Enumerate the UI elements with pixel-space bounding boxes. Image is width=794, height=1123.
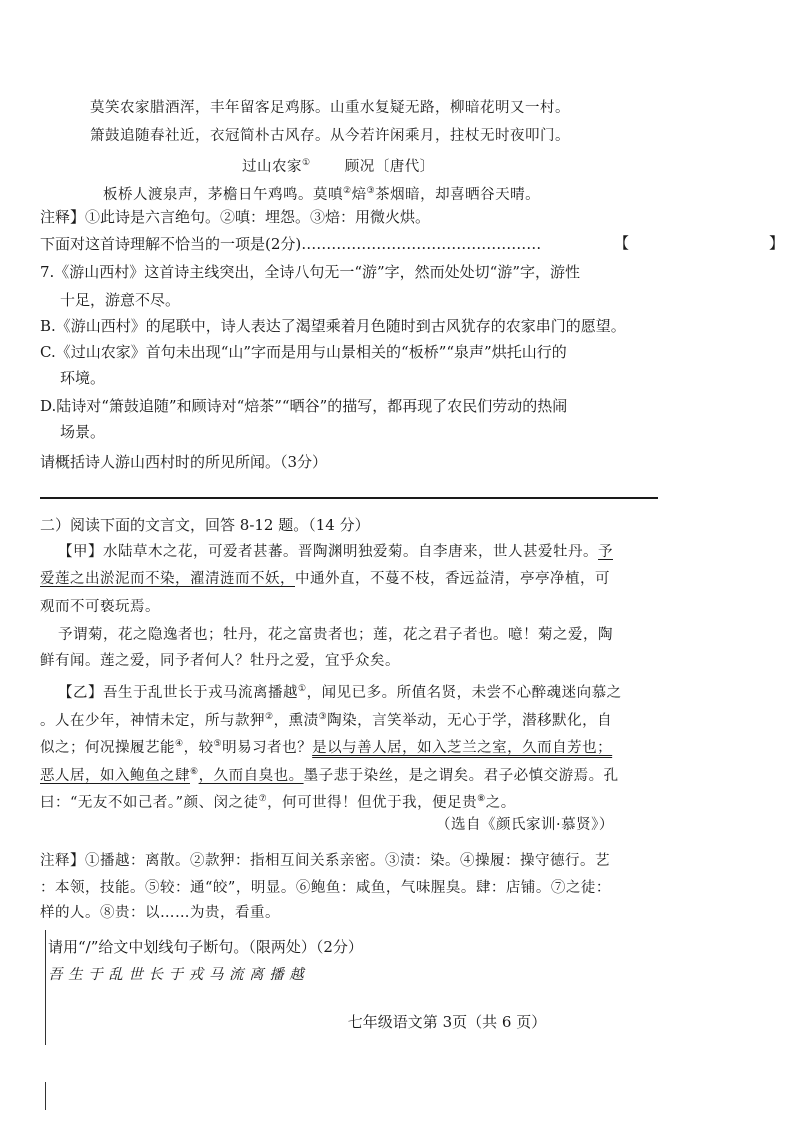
yi-text-3c: 明易习者也？ xyxy=(222,739,313,756)
poem2-title-line xyxy=(242,153,435,177)
q6-option-c-line2: 环境。 xyxy=(60,369,106,387)
notes2-line2: ：本领，技能。⑤较：通“皎”，明显。⑥鲍鱼：咸鱼，气味腥臭。肆：店铺。⑦之徒： xyxy=(40,880,611,896)
jia-line4: 予谓菊，花之隐逸者也；牡丹，花之富贵者也；莲，花之君子者也。噫！菊之爱，陶 xyxy=(58,627,613,643)
page-footer: 七年级语文第 3页（共 6 页） xyxy=(347,1013,547,1031)
yi-label: 【乙】 xyxy=(58,684,103,701)
jia-line2 xyxy=(40,569,610,589)
poem2-line xyxy=(103,181,540,205)
q6-answer-bracket[interactable] xyxy=(614,232,784,253)
jia-text-1a: 水陆草木之花，可爱者甚蕃。晋陶渊明独爱菊。自李唐来，世人甚爱牡丹。 xyxy=(103,544,598,560)
poem-notes: 注释】①此诗是六言绝句。②嗔：埋怨。③焙：用微火烘。 xyxy=(40,208,431,226)
q7-stem: 请概括诗人游山西村时的所见所闻。（3分） xyxy=(40,453,328,471)
yi-line3 xyxy=(40,734,612,758)
q8-answer-line[interactable]: 吾 生 于 乱 世 长 于 戎 马 流 离 播 越 xyxy=(48,967,305,983)
yi-text-5b: ，何可世得！但优于我，便足贵 xyxy=(267,794,478,811)
q6-option-d-line2: 场景。 xyxy=(60,423,106,441)
yi-text-4c: 墨子悲于染丝，是之谓矣。君子必慎交游焉。孔 xyxy=(303,767,619,784)
yi-text-2b: ，熏渍 xyxy=(273,712,319,729)
yi-note-1: ① xyxy=(298,684,307,694)
yi-line2 xyxy=(40,707,612,731)
yi-line5 xyxy=(40,789,516,813)
yi-underlined-3d: 是以与善人居，如入芝兰之室，久而自芳也； xyxy=(312,739,613,756)
q6-option-b: B.《游山西村》的尾联中，诗人表达了渴望乘着月色随时到古风犹存的农家串门的愿望。 xyxy=(40,317,626,335)
jia-text-2c: 中通外直，不蔓不枝，香远益清，亭亭净植，可 xyxy=(295,571,610,587)
jia-label: 【甲】 xyxy=(58,544,103,560)
section-divider xyxy=(40,497,658,499)
poem2-line-part3: 茶烟暗，却喜晒谷天晴。 xyxy=(375,186,541,203)
yi-note-6: ⑥ xyxy=(190,767,199,777)
yi-text-5a: 曰：“无友不如己者。”颜、闵之徒 xyxy=(40,794,259,811)
poem2-note2: ② xyxy=(343,186,352,196)
jia-underlined-2a: 爱莲之出淤泥而不染， xyxy=(40,571,190,587)
yi-text-2a: 。人在少年，神情未定，所与款狎 xyxy=(40,712,265,729)
yi-note-7: ⑦ xyxy=(258,794,268,804)
poem1-line2: 箫鼓追随春社近，衣冠简朴古风存。从今若许闲乘月，拄杖无时夜叩门。 xyxy=(90,128,570,144)
jia-underlined-2b: 濯清涟而不妖， xyxy=(190,571,295,587)
yi-underlined-4a: 恶人居，如入鲍鱼之肆 xyxy=(40,767,190,784)
margin-line-lower xyxy=(45,1082,46,1110)
jia-line1 xyxy=(58,542,613,562)
yi-note-5: ⑤ xyxy=(213,739,223,749)
poem2-title: 过山农家 xyxy=(242,158,302,175)
poem2-line-part2: 焙 xyxy=(351,186,367,203)
jia-underlined-1b: 予 xyxy=(598,544,613,560)
yi-note-3: ③ xyxy=(318,712,328,722)
notes2-line3: 样的人。⑧贵：以……为贵，看重。 xyxy=(40,905,280,921)
bracket-open: 【 xyxy=(614,234,630,252)
q8-stem: 请用“/”给文中划线句子断句。（限两处）（2分） xyxy=(48,938,363,956)
yi-note-2: ② xyxy=(265,712,274,722)
bracket-close: 】 xyxy=(768,234,784,252)
q6-option-a-line1: 7.《游山西村》这首诗主线突出，全诗八句无一“游”字，然而处处切“游”字，游性 xyxy=(40,263,580,281)
q6-stem: 下面对这首诗理解不恰当的一项是(2分)………………………………………… xyxy=(40,235,542,253)
yi-text-2c: 陶染，言笑举动，无心于学，潜移默化，自 xyxy=(327,712,613,729)
yi-text-3a: 似之；何况操履艺能 xyxy=(40,739,175,756)
poem2-author: 顾况〔唐代〕 xyxy=(344,158,435,175)
poem1-line1: 莫笑农家腊酒浑，丰年留客足鸡豚。山重水复疑无路，柳暗花明又一村。 xyxy=(90,100,570,116)
notes2-line1: 注释】①播越：离散。②款狎：指相互间关系亲密。③渍：染。④操履：操守德行。艺 xyxy=(40,853,610,869)
yi-note-8: ⑧ xyxy=(477,794,486,804)
yi-underlined-4b: ，久而自臭也。 xyxy=(198,767,304,784)
yi-text-1a: 吾生于乱世长于戎马流离播越 xyxy=(103,684,298,701)
yi-text-3b: ，较 xyxy=(183,739,214,756)
yi-line1 xyxy=(58,679,622,703)
poem2-line-part1: 板桥人渡泉声，茅檐日午鸡鸣。莫嗔 xyxy=(103,186,343,203)
source-citation: （选自《颜氏家训·慕贤》） xyxy=(436,817,614,833)
jia-line5: 鲜有闻。莲之爱，同予者何人？牡丹之爱，宜乎众矣。 xyxy=(40,653,400,669)
jia-line3: 观而不可亵玩焉。 xyxy=(40,599,160,615)
q6-option-c-line1: C.《过山农家》首句未出现“山”字而是用与山景相关的“板桥”“泉声”烘托山行的 xyxy=(40,343,567,361)
yi-text-5c: 之。 xyxy=(485,794,516,811)
poem2-note3: ③ xyxy=(366,186,376,196)
yi-text-1b: ，闻见已多。所值名贤，未尝不心醉魂迷向慕之 xyxy=(306,684,622,701)
poem2-title-note: ① xyxy=(302,158,311,168)
q6-option-a-line2: 十足，游意不尽。 xyxy=(60,291,181,309)
yi-note-4: ④ xyxy=(175,739,184,749)
section2-heading: 二）阅读下面的文言文，回答 8-12 题。（14 分） xyxy=(40,516,370,534)
q6-option-d-line1: D.陆诗对“箫鼓追随”和顾诗对“焙茶”“晒谷”的描写，都再现了农民们劳动的热闹 xyxy=(40,397,568,415)
yi-line4 xyxy=(40,762,619,786)
